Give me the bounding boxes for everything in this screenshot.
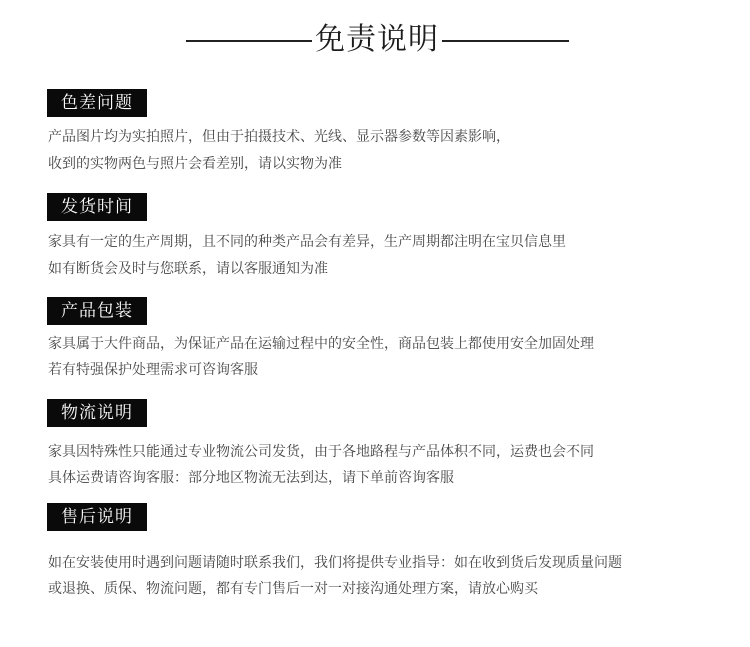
section-line: 若有特强保护处理需求可咨询客服 — [48, 362, 258, 378]
section-heading-color-difference: 色差问题 — [47, 89, 147, 117]
section-heading-logistics: 物流说明 — [47, 399, 147, 427]
section-line: 如在安装使用时遇到问题请随时联系我们，我们将提供专业指导：如在收到货后发现质量问题 — [48, 555, 622, 571]
section-line: 具体运费请咨询客服：部分地区物流无法到达，请下单前咨询客服 — [48, 470, 454, 486]
section-heading-after-sales: 售后说明 — [47, 503, 147, 531]
section-heading-shipping-time: 发货时间 — [47, 193, 147, 221]
section-line: 收到的实物两色与照片会看差别，请以实物为准 — [48, 156, 342, 172]
title-header — [0, 14, 750, 66]
section-line: 如有断货会及时与您联系，请以客服通知为准 — [48, 261, 328, 277]
section-line: 家具因特殊性只能通过专业物流公司发货，由于各地路程与产品体积不同，运费也会不同 — [48, 444, 594, 460]
section-line: 家具属于大件商品，为保证产品在运输过程中的安全性，商品包装上都使用安全加固处理 — [48, 336, 594, 352]
page-title: 免责说明 — [315, 22, 439, 57]
section-heading-packaging: 产品包装 — [47, 297, 147, 325]
title-rule-left — [186, 40, 312, 42]
title-rule-right — [442, 40, 569, 42]
section-line: 产品图片均为实拍照片，但由于拍摄技术、光线、显示器参数等因素影响， — [48, 129, 510, 145]
section-line: 家具有一定的生产周期，且不同的种类产品会有差异，生产周期都注明在宝贝信息里 — [48, 234, 566, 250]
section-line: 或退换、质保、物流问题，都有专门售后一对一对接沟通处理方案，请放心购买 — [48, 581, 538, 597]
